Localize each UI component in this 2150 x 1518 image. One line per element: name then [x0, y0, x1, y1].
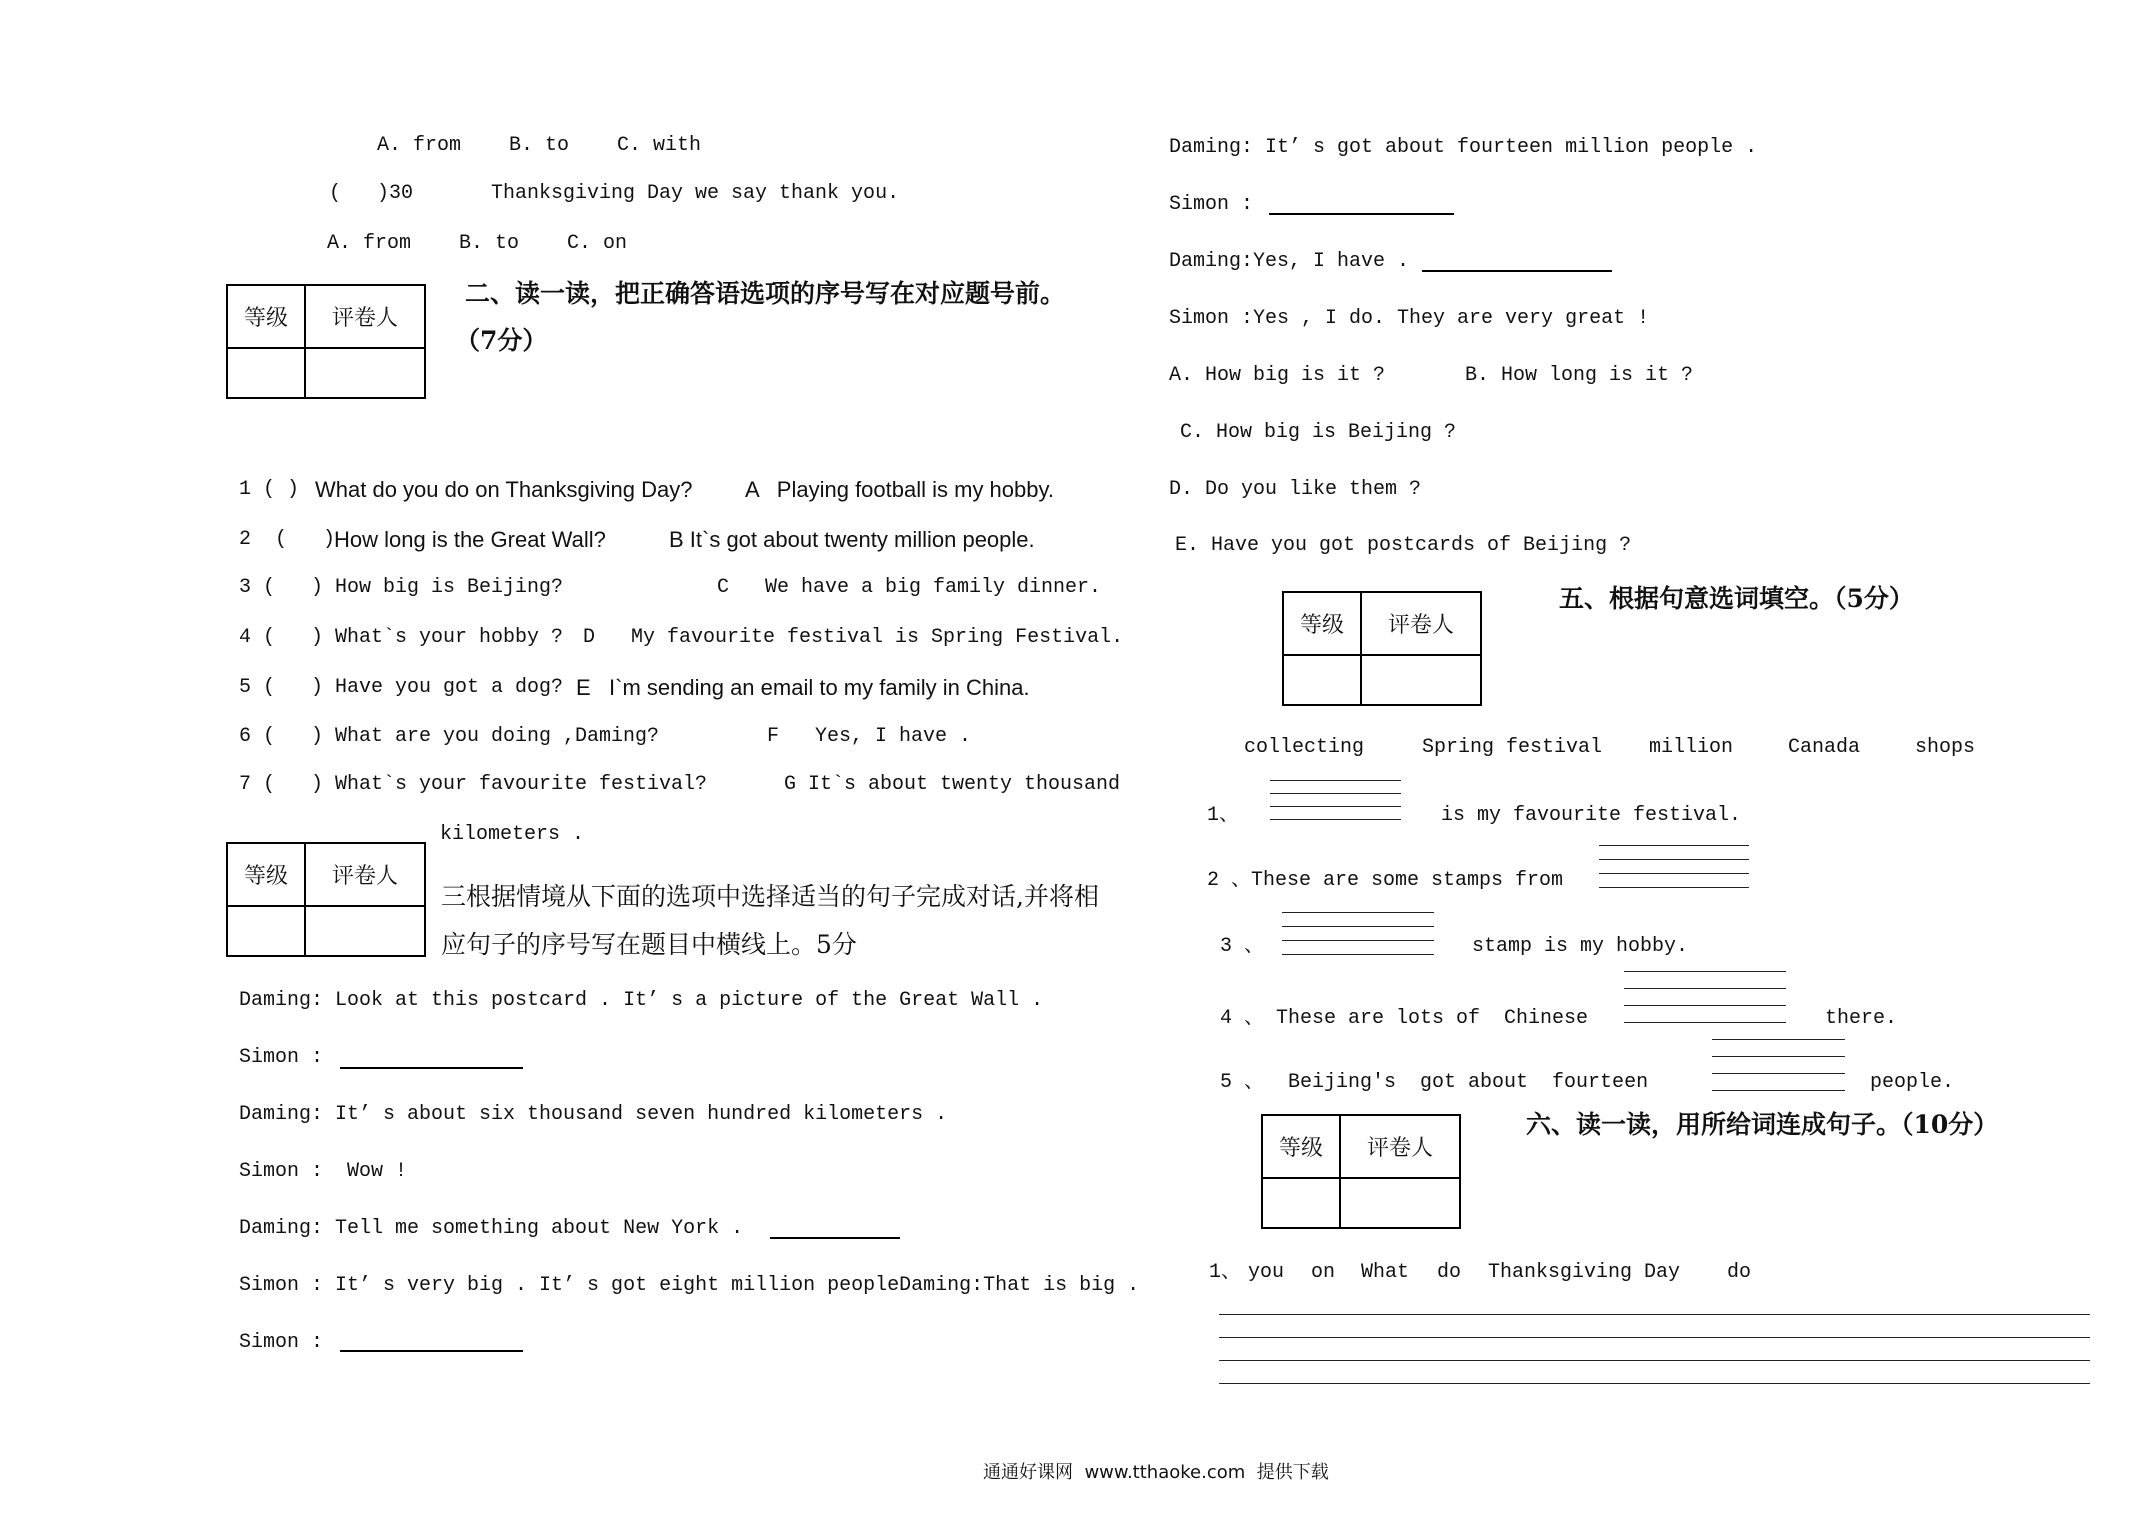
rule-line [1270, 807, 1401, 820]
word-bank-word: million [1649, 736, 1734, 759]
grade-label: 等级 [1262, 1115, 1340, 1178]
rule-line [1219, 1292, 2090, 1315]
match-item-6-answer: F Yes, I have . [767, 725, 972, 748]
rule-line [1712, 1057, 1845, 1074]
rule-line [1599, 860, 1749, 874]
fill-item-2-before: 2 、These are some stamps from [1207, 869, 1564, 892]
rule-line [1282, 941, 1434, 955]
match-item-4-number: 4 ( ) [239, 626, 324, 649]
answer-blank [340, 1067, 523, 1069]
section-3-instruction: 应句子的序号写在题目中横线上。5分 [441, 930, 857, 959]
match-item-5-question: Have you got a dog? [335, 676, 564, 699]
answer-writing-lines [1219, 1292, 2090, 1384]
scrambled-word: you [1248, 1261, 1285, 1284]
dialogue-option-a: A. How big is it ? [1169, 364, 1386, 387]
match-item-3-question: How big is Beijing? [335, 576, 564, 599]
rule-line [1624, 989, 1786, 1006]
dialogue-line: Simon : Wow ! [239, 1160, 408, 1183]
dialogue-option-e: E. Have you got postcards of Beijing ? [1175, 534, 1632, 557]
marker-label: 评卷人 [1340, 1115, 1460, 1178]
rule-line [1599, 846, 1749, 860]
scrambled-word: on [1311, 1261, 1336, 1284]
grade-label: 等级 [1283, 592, 1361, 655]
fill-item-3-after: stamp is my hobby. [1472, 935, 1689, 958]
answer-blank-lines [1624, 955, 1786, 1023]
rule-line [1282, 913, 1434, 927]
q30-number: ( )30 [329, 182, 414, 205]
fill-item-3-before: 3 、 [1220, 935, 1265, 958]
word-bank-word: Canada [1788, 736, 1861, 759]
section-2-title: 二、读一读，把正确答语选项的序号写在对应题号前。 [465, 279, 1066, 308]
q30-text: Thanksgiving Day we say thank you. [491, 182, 900, 205]
grade-cell [1262, 1178, 1340, 1228]
match-item-2-answer: B It`s got about twenty million people. [669, 527, 1035, 552]
match-item-6-question: What are you doing ,Daming? [335, 725, 660, 748]
answer-blank-lines [1270, 768, 1401, 820]
rule-line [1270, 781, 1401, 794]
word-bank-word: collecting [1244, 736, 1365, 759]
scrambled-word: What [1361, 1261, 1410, 1284]
marker-cell [1361, 655, 1481, 705]
match-item-1-question: What do you do on Thanksgiving Day? [315, 477, 693, 502]
match-item-4-question: What`s your hobby ? [335, 626, 564, 649]
dialogue-line: Simon :Yes , I do. They are very great ! [1169, 307, 1650, 330]
rule-line [1624, 1006, 1786, 1023]
dialogue-line: Daming: It’ s got about fourteen million people . [1169, 136, 1758, 159]
marker-label: 评卷人 [305, 285, 425, 348]
match-item-6-number: 6 ( ) [239, 725, 324, 748]
rule-line [1712, 1040, 1845, 1057]
scrambled-word: Thanksgiving Day [1488, 1261, 1681, 1284]
marker-cell [305, 906, 425, 956]
fill-item-4-before: 4 、 These are lots of Chinese [1220, 1007, 1589, 1030]
answer-blank-lines [1599, 832, 1749, 888]
word-bank-word: Spring festival [1422, 736, 1603, 759]
score-box [226, 842, 426, 957]
dialogue-line: Simon : [239, 1331, 324, 1354]
answer-blank-lines [1712, 1023, 1845, 1091]
grade-cell [227, 348, 305, 398]
answer-blank [1422, 270, 1612, 272]
dialogue-line: Simon : It’ s very big . It’ s got eight million peopleDaming:That is big . [239, 1274, 1140, 1297]
dialogue-option-c: C. How big is Beijing ? [1180, 421, 1457, 444]
rule-line [1599, 832, 1749, 846]
dialogue-option-d: D. Do you like them ? [1169, 478, 1422, 501]
grade-label: 等级 [227, 843, 305, 906]
rule-line [1712, 1023, 1845, 1040]
match-item-5-number: 5 ( ) [239, 676, 324, 699]
marker-label: 评卷人 [305, 843, 425, 906]
score-box [1282, 591, 1482, 706]
dialogue-option-b: B. How long is it ? [1465, 364, 1694, 387]
dialogue-line: Daming: It’ s about six thousand seven hundred kilometers . [239, 1103, 948, 1126]
fill-item-1-before: 1、 [1207, 804, 1240, 827]
dialogue-line: Simon : [1169, 193, 1254, 216]
match-item-7-number: 7 ( ) [239, 773, 324, 796]
fill-item-5-after: people. [1870, 1071, 1955, 1094]
score-box [1261, 1114, 1461, 1229]
match-item-5-answer: E I`m sending an email to my family in China. [576, 675, 1030, 700]
match-item-7-answer: G It`s about twenty thousand [784, 773, 1121, 796]
rule-line [1712, 1074, 1845, 1091]
rule-line [1624, 955, 1786, 972]
dialogue-line: Daming:Yes, I have . [1169, 250, 1410, 273]
fill-item-5-before: 5 、 Beijing's got about fourteen [1220, 1071, 1649, 1094]
rule-line [1282, 899, 1434, 913]
q29-options: A. from B. to C. with [377, 134, 702, 157]
marker-label: 评卷人 [1361, 592, 1481, 655]
match-item-4-answer: D My favourite festival is Spring Festival. [583, 626, 1124, 649]
match-item-1-number: 1 ( ) [239, 478, 300, 501]
answer-blank [340, 1350, 523, 1352]
grade-label: 等级 [227, 285, 305, 348]
answer-blank [1269, 213, 1454, 215]
match-item-7-answer-continuation: kilometers . [440, 823, 585, 846]
section-2-points: （7分） [455, 326, 548, 355]
q30-options: A. from B. to C. on [327, 232, 628, 255]
rule-line [1624, 972, 1786, 989]
match-item-3-answer: C We have a big family dinner. [717, 576, 1102, 599]
dialogue-line: Daming: Tell me something about New York . [239, 1217, 744, 1240]
rule-line [1270, 794, 1401, 807]
scrambled-word: do [1437, 1261, 1462, 1284]
match-item-1-answer: A Playing football is my hobby. [745, 477, 1054, 502]
match-item-7-question: What`s your favourite festival? [335, 773, 708, 796]
word-bank-word: shops [1915, 736, 1976, 759]
grade-cell [1283, 655, 1361, 705]
rule-line [1599, 874, 1749, 888]
match-item-2-number: 2 ( ) [239, 528, 336, 551]
marker-cell [305, 348, 425, 398]
rule-line [1282, 927, 1434, 941]
fill-item-4-after: there. [1825, 1007, 1898, 1030]
answer-blank [770, 1237, 900, 1239]
sentence-item-1-number: 1、 [1209, 1261, 1242, 1284]
match-item-2-question: How long is the Great Wall? [334, 527, 606, 552]
answer-blank-lines [1282, 899, 1434, 955]
match-item-3-number: 3 ( ) [239, 576, 324, 599]
section-5-title: 五、根据句意选词填空。（5分） [1559, 584, 1914, 613]
rule-line [1219, 1338, 2090, 1361]
score-box [226, 284, 426, 399]
scrambled-word: do [1727, 1261, 1752, 1284]
marker-cell [1340, 1178, 1460, 1228]
rule-line [1219, 1361, 2090, 1384]
section-6-title: 六、读一读，用所给词连成句子。（10分） [1526, 1110, 1999, 1139]
rule-line [1270, 768, 1401, 781]
section-3-instruction: 三根据情境从下面的选项中选择适当的句子完成对话,并将相 [441, 882, 1099, 911]
dialogue-line: Daming: Look at this postcard . It’ s a picture of the Great Wall . [239, 989, 1044, 1012]
grade-cell [227, 906, 305, 956]
fill-item-1-after: is my favourite festival. [1441, 804, 1742, 827]
rule-line [1219, 1315, 2090, 1338]
dialogue-line: Simon : [239, 1046, 324, 1069]
footer-credit: 通通好课网 www.tthaoke.com 提供下载 [983, 1462, 1329, 1483]
